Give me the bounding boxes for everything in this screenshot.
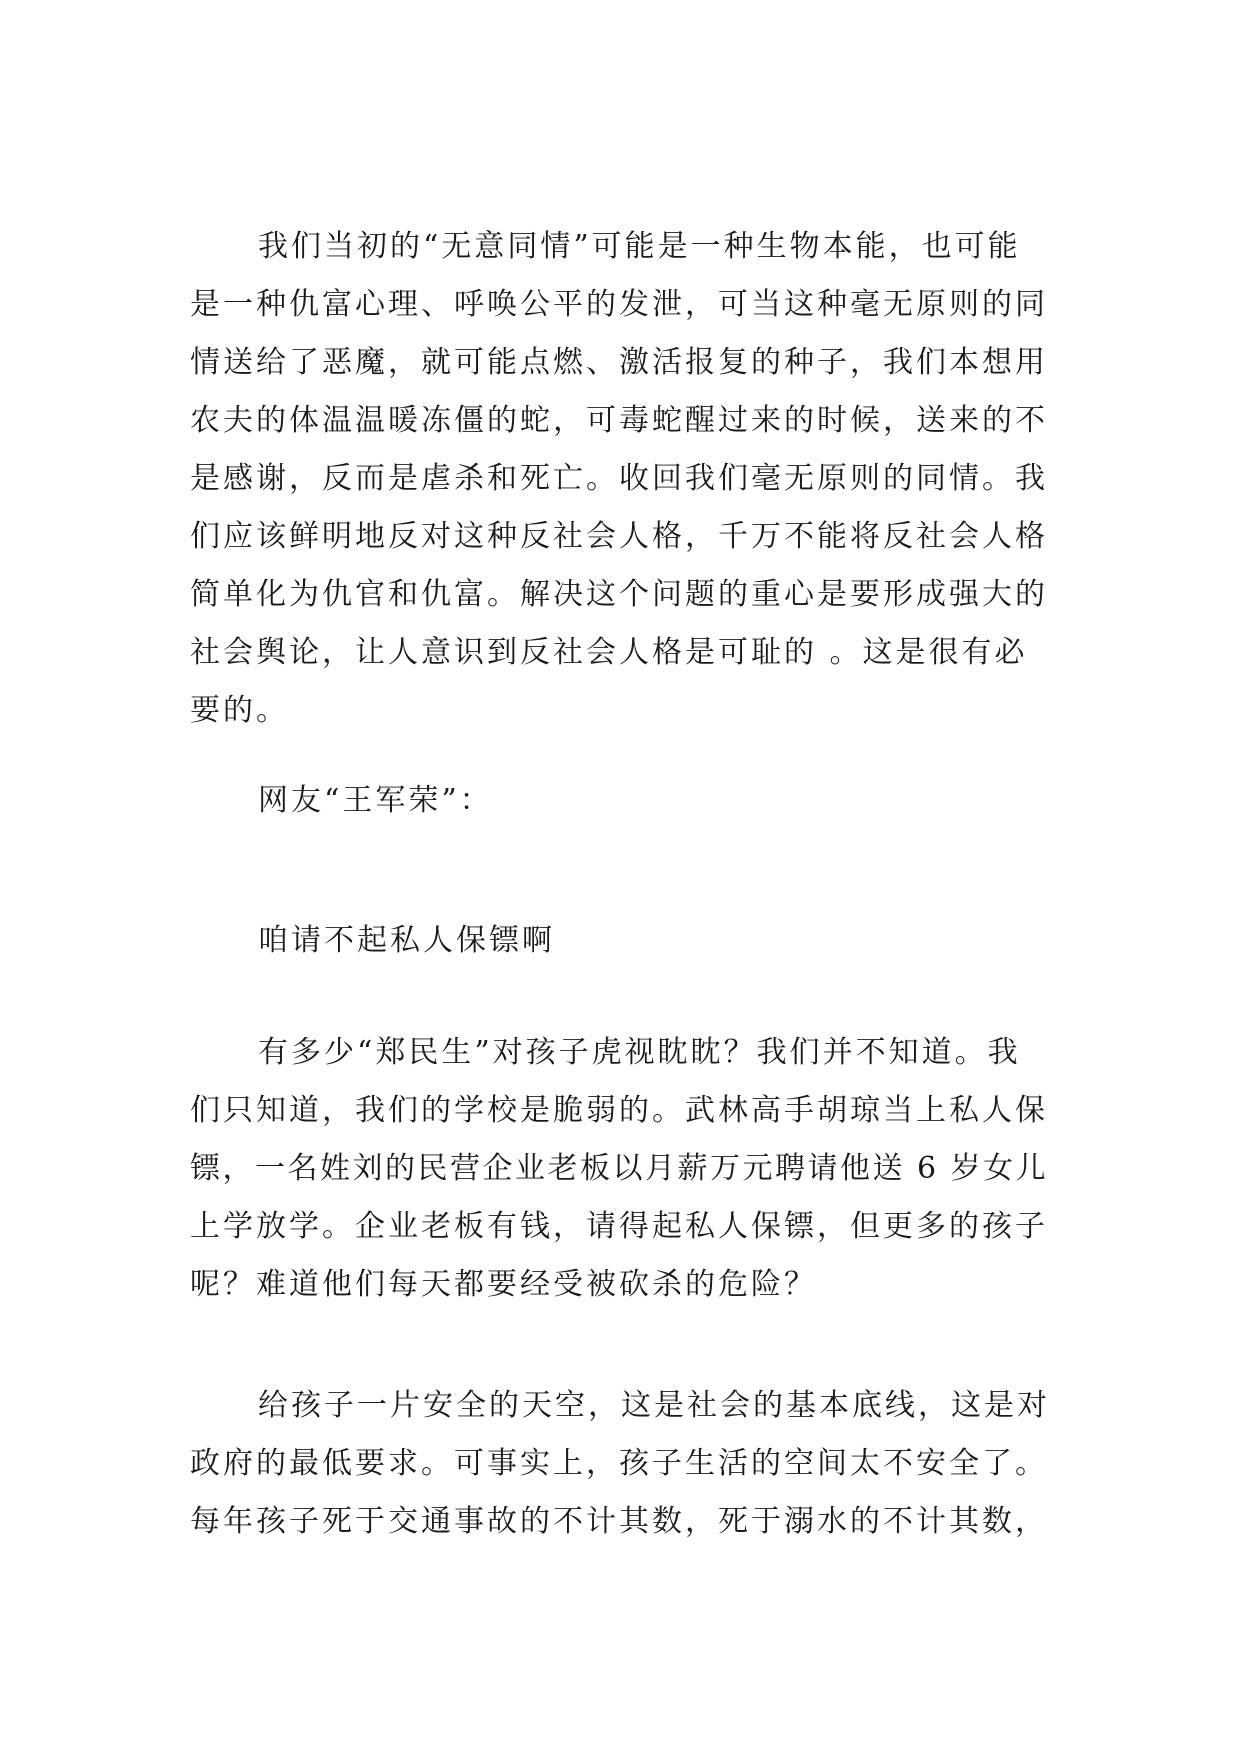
paragraph-line: 是感谢，反而是虐杀和死亡。收回我们毫无原则的同情。我 [190, 461, 1048, 496]
paragraph-line: 们应该鲜明地反对这种反社会人格，千万不能将反社会人格 [190, 519, 1048, 554]
paragraph-line: 呢？难道他们每天都要经受被砍杀的危险？ [190, 1267, 817, 1302]
paragraph-line: 有多少“郑民生”对孩子虎视眈眈？我们并不知道。我 [258, 1035, 1021, 1070]
paragraph-line: 情送给了恶魔，就可能点燃、激活报复的种子，我们本想用 [190, 345, 1048, 380]
paragraph-line: 网友“王军荣”： [258, 783, 493, 818]
paragraph-line: 社会舆论，让人意识到反社会人格是可耻的 。这是很有必 [190, 635, 1028, 670]
paragraph-line: 上学放学。企业老板有钱，请得起私人保镖，但更多的孩子 [190, 1209, 1048, 1244]
paragraph-line: 每年孩子死于交通事故的不计其数，死于溺水的不计其数， [190, 1504, 1048, 1539]
paragraph-bodyguard [190, 1024, 1058, 1314]
paragraph-line: 镖，一名姓刘的民营企业老板以月薪万元聘请他送 6 岁女儿 [190, 1151, 1049, 1186]
paragraph-line: 给孩子一片安全的天空，这是社会的基本底线，这是对 [258, 1388, 1050, 1423]
paragraph-line: 农夫的体温温暖冻僵的蛇，可毒蛇醒过来的时候，送来的不 [190, 403, 1048, 438]
paragraph-safe-sky [190, 1377, 1058, 1551]
paragraph-line: 是一种仇富心理、呼唤公平的发泄，可当这种毫无原则的同 [190, 287, 1048, 322]
paragraph-line: 们只知道，我们的学校是脆弱的。武林高手胡琼当上私人保 [190, 1093, 1048, 1128]
paragraph-line: 咱请不起私人保镖啊 [258, 923, 555, 958]
paragraph-line: 政府的最低要求。可事实上，孩子生活的空间太不安全了。 [190, 1446, 1048, 1481]
paragraph-author-attribution [190, 772, 1058, 830]
paragraph-line: 我们当初的“无意同情”可能是一种生物本能，也可能 [258, 229, 1021, 264]
section-heading [190, 912, 1058, 970]
paragraph-sympathy [190, 218, 1058, 740]
paragraph-line: 简单化为仇官和仇富。解决这个问题的重心是要形成强大的 [190, 577, 1048, 612]
paragraph-line: 要的。 [190, 693, 289, 728]
